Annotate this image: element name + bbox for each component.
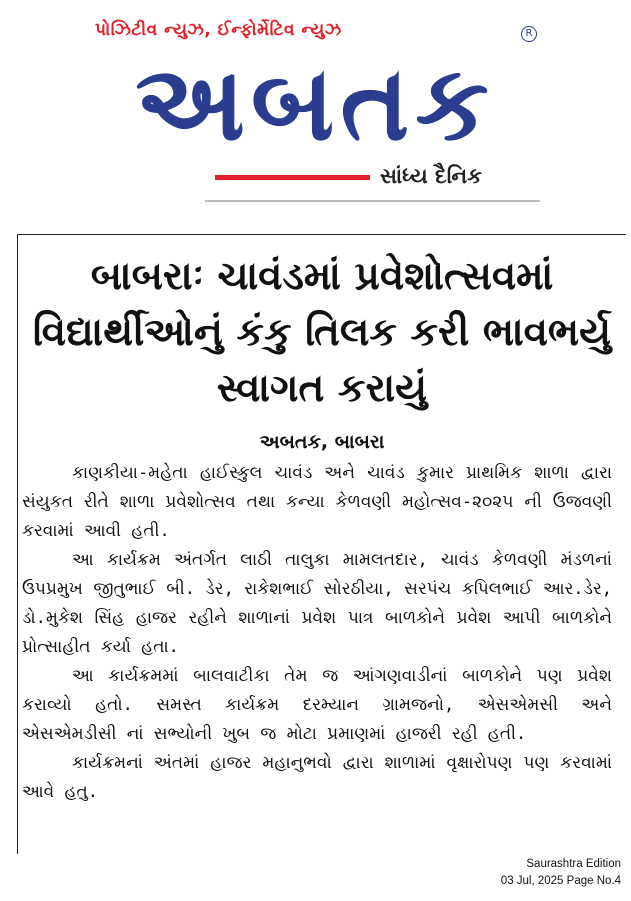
masthead xyxy=(0,0,631,215)
edition-info xyxy=(421,856,621,890)
masthead-red-rule xyxy=(215,175,370,180)
article-paragraph: આ કાર્યક્રમ અંતર્ગત લાઠી તાલુકા મામલતદાર, ચાવંડ કેળવણી મંડળનાં ઉપપ્રમુખ જીતુભાઈ બી. ડેર, રાકેશભાઈ સોરઠીયા, સરપંચ કપિલભાઈ આર.ડેર, ડો.મુકેશ સિંહ હાજર રહીને શાળાનાં પ્રવેશ પાત્ર બાળકોને પ્રવેશ આપી બાળકોને પ્રોત્સાહીત કર્યા હતા. xyxy=(22,550,612,657)
article-headline: બાબરાઃ ચાવંડમાં પ્રવેશોત્સવમાં વિદ્યાર્થીઓનું કંકુ તિલક કરી ભાવભર્યુ સ્વાગત કરાયું xyxy=(32,254,612,411)
newspaper-logo: અબતક xyxy=(135,42,495,164)
edition-name: Saurashtra Edition xyxy=(526,858,621,870)
article-byline: અબતક, બાબરા xyxy=(259,431,385,453)
masthead-gray-rule xyxy=(205,200,540,202)
news-article xyxy=(17,234,626,854)
masthead-tagline: પોઝિટીવ ન્યુઝ, ઈન્ફોર્મેટિવ ન્યુઝ xyxy=(95,20,342,40)
edition-type: સાંધ્ય દૈનિક xyxy=(380,164,482,188)
article-paragraph: કાર્યક્રમનાં અંતમાં હાજર મહાનુભવો દ્વારા શાળામાં વૃક્ષારોપણ પણ કરવામાં આવે હતુ. xyxy=(22,753,612,802)
article-paragraph: કાણકીયા-મહેતા હાઈસ્કુલ ચાવંડ અને ચાવંડ કુમાર પ્રાથમિક શાળા દ્વારા સંયુકત રીતે શાળા પ્રવેશોત્સવ તથા કન્યા કેળવણી મહોત્સવ-૨૦૨૫ ની ઉજવણી કરવામાં આવી હતી. xyxy=(22,463,612,541)
article-paragraph: આ કાર્યક્રમમાં બાલવાટીકા તેમ જ આંગણવાડીનાં બાળકોને પણ પ્રવેશ કરાવ્યો હતો. સમસ્ત કાર્યક્રમ દરમ્યાન ગ્રામજનો, એસએમસી અને એસએમડીસી નાં સભ્યોની ખુબ જ મોટા પ્રમાણમાં હાજરી રહી હતી. xyxy=(22,666,612,744)
edition-date-page: 03 Jul, 2025 Page No.4 xyxy=(500,875,621,887)
article-body xyxy=(18,453,626,807)
registered-trademark-icon: R xyxy=(521,26,537,42)
